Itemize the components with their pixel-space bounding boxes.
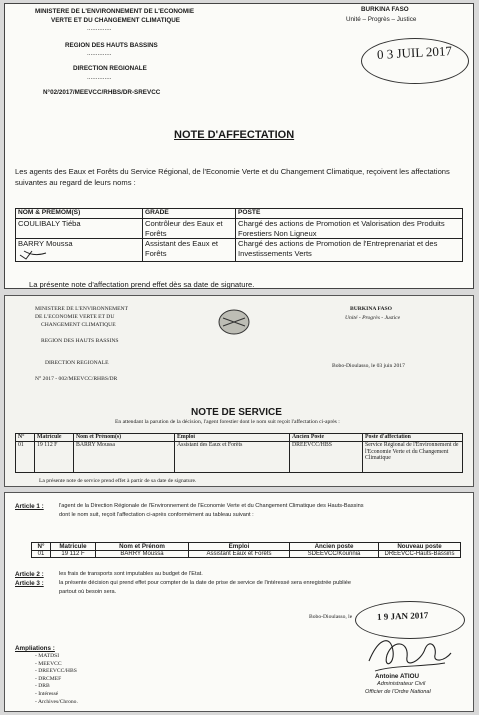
column-header: Poste d'affectation — [363, 434, 463, 442]
handwritten-signature — [365, 631, 455, 675]
separator-dots: .............. — [87, 25, 112, 32]
signer-honor: Officier de l'Ordre National — [365, 689, 431, 695]
cell-emploi: Assistant des Eaux et Forêts — [175, 442, 290, 473]
article-3-text-cont: partout où besoin sera. — [59, 589, 117, 595]
coat-of-arms-icon — [217, 308, 251, 336]
intro-paragraph: Les agents des Eaux et Forêts du Service Régional, de l'Economie Verte et du Changement Climatique, reçoivent les affectations suivantes au regard de leurs noms : — [15, 167, 450, 187]
document-number: N° 2017 - 002/MEEVCC/RHBS/DR — [35, 376, 118, 382]
country-motto: Unité – Progrès – Justice — [346, 16, 417, 23]
column-header: Matricule — [35, 434, 74, 442]
list-item: - Intéressé — [35, 690, 59, 697]
ministry-line-1: MINISTERE DE L'ENVIRONNEMENT DE L'ECONOMIE — [35, 8, 195, 15]
cell-name: BARRY Moussa — [18, 239, 73, 248]
article-2-text: les frais de transports sont imputables au budget de l'Etat. — [59, 571, 203, 577]
list-item: - DREEVCC/HBS — [35, 668, 77, 675]
document-number: N°02/2017/MEEVCC/RHBS/DR-SREVCC — [43, 89, 161, 96]
column-header: NOM & PREMOM(S) — [16, 209, 143, 219]
cell-poste: Chargé des actions de Promotion de l'Entreprenariat et des Investissements Verts — [236, 239, 463, 262]
country-name: BURKINA FASO — [350, 306, 393, 312]
cell-ancien-poste: DREEVCC/HBS — [290, 442, 363, 473]
handwritten-tick-icon — [18, 249, 48, 261]
ministry-line-2: VERTE ET DU CHANGEMENT CLIMATIQUE — [51, 17, 180, 24]
column-header: N° — [32, 543, 51, 551]
cell-emploi: Assistant Eaux et Forêts — [189, 551, 290, 558]
table-row — [16, 442, 463, 473]
assignments-table — [15, 208, 463, 262]
table-row — [16, 219, 463, 239]
separator-dots: .............. — [87, 50, 112, 57]
assignment-table — [31, 542, 461, 558]
list-item: - Archives/Chrono. — [35, 698, 78, 705]
list-item: - DRB — [35, 683, 50, 690]
article-2-label: Article 2 : — [15, 571, 44, 578]
stamp-date: 1 9 JAN 2017 — [376, 610, 429, 622]
cell-grade: Contrôleur des Eaux et Forêts — [143, 219, 236, 239]
cell-nouveau-poste: DREEVCC-Hauts-Bassins — [379, 551, 461, 558]
assignment-table — [15, 433, 463, 473]
intro-paragraph: En attendant la parution de la décision, l'agent forestier dont le nom suit reçoit l'affectation ci-après : — [115, 419, 340, 425]
article-1-text-cont: dont le nom suit, reçoit l'affectation ci-après conformément au tableau suivant : — [59, 512, 254, 518]
column-header: N° — [16, 434, 35, 442]
note-affectation-document — [4, 3, 474, 289]
effective-note: La présente note de service prend effet à partir de sa date de signature. — [39, 478, 197, 484]
direction-name: DIRECTION REGIONALE — [45, 360, 109, 366]
table-row — [32, 551, 461, 558]
note-de-service-document — [4, 295, 474, 487]
cell-name: COULIBALY Tiéba — [16, 219, 143, 239]
column-header: Emploi — [175, 434, 290, 442]
separator-dots: .............. — [87, 74, 112, 81]
article-1-label: Article 1 : — [15, 503, 44, 510]
column-header: Matricule — [51, 543, 96, 551]
table-header-row — [16, 209, 463, 219]
region-name: REGION DES HAUTS BASSINS — [41, 338, 119, 344]
article-1-text: l'agent de la Direction Régionale de l'Environnement de l'Economie Verte et du Changement Climatique des Hauts-Bassins — [59, 503, 364, 509]
effective-note: La présente note d'affectation prend effet dès sa date de signature. — [29, 280, 255, 289]
decision-document — [4, 492, 474, 712]
column-header: Ancien Poste — [290, 434, 363, 442]
column-header: Nom et Prénom — [96, 543, 189, 551]
signer-name: Antoine ATIOU — [375, 673, 420, 680]
stamp-date: 0 3 JUIL 2017 — [376, 43, 453, 62]
ministry-line-3: CHANGEMENT CLIMATIQUE — [41, 322, 116, 328]
cell-poste-affectation: Service Régional de l'Environnement de l'Economie Verte et du Changement Climatique — [363, 442, 463, 473]
ministry-line-2: DE L'ECONOMIE VERTE ET DU — [35, 314, 115, 320]
column-header: Nouveau poste — [379, 543, 461, 551]
cell-number: 01 — [32, 551, 51, 558]
column-header: Nom et Prénom(s) — [74, 434, 175, 442]
place-label: Bobo-Dioulasso, le — [309, 614, 353, 620]
cell-number: 01 — [16, 442, 35, 473]
document-title: NOTE D'AFFECTATION — [174, 129, 295, 141]
signer-title: Administrateur Civil — [377, 681, 426, 687]
cell-name: BARRY Moussa — [96, 551, 189, 558]
region-name: REGION DES HAUTS BASSINS — [65, 42, 158, 49]
country-motto: Unité - Progrès - Justice — [345, 315, 401, 321]
cell-matricule: 19 112 F — [51, 551, 96, 558]
ministry-line-1: MINISTERE DE L'ENVIRONNEMENT — [35, 306, 128, 312]
article-3-text: la présente décision qui prend effet pour compter de la date de prise de service de l'intéressé sera enregistrée publiée — [59, 580, 352, 586]
list-item: - MEEVCC — [35, 660, 62, 667]
article-3-label: Article 3 : — [15, 580, 44, 587]
list-item: - MATDSI — [35, 653, 60, 659]
place-date: Bobo-Dioulasso, le 03 juin 2017 — [332, 363, 405, 369]
column-header: Ancien poste — [290, 543, 379, 551]
cell-matricule: 19 112 F — [35, 442, 74, 473]
column-header: GRADE — [143, 209, 236, 219]
country-name: BURKINA FASO — [361, 6, 409, 13]
ampliations-title: Ampliations : — [15, 645, 55, 652]
list-item: - DRCMEF — [35, 675, 62, 682]
table-row — [16, 239, 463, 262]
ampliations-list — [35, 653, 78, 706]
table-header-row — [32, 543, 461, 551]
cell-name: BARRY Moussa — [74, 442, 175, 473]
cell-ancien-poste: SDEEVCC/Kourinia — [290, 551, 379, 558]
direction-name: DIRECTION REGIONALE — [73, 65, 147, 72]
cell-poste: Chargé des actions de Promotion et Valorisation des Produits Forestiers Non Ligneux — [236, 219, 463, 239]
column-header: POSTE — [236, 209, 463, 219]
table-header-row — [16, 434, 463, 442]
column-header: Emploi — [189, 543, 290, 551]
cell-grade: Assistant des Eaux et Forêts — [143, 239, 236, 262]
document-title: NOTE DE SERVICE — [191, 407, 282, 418]
